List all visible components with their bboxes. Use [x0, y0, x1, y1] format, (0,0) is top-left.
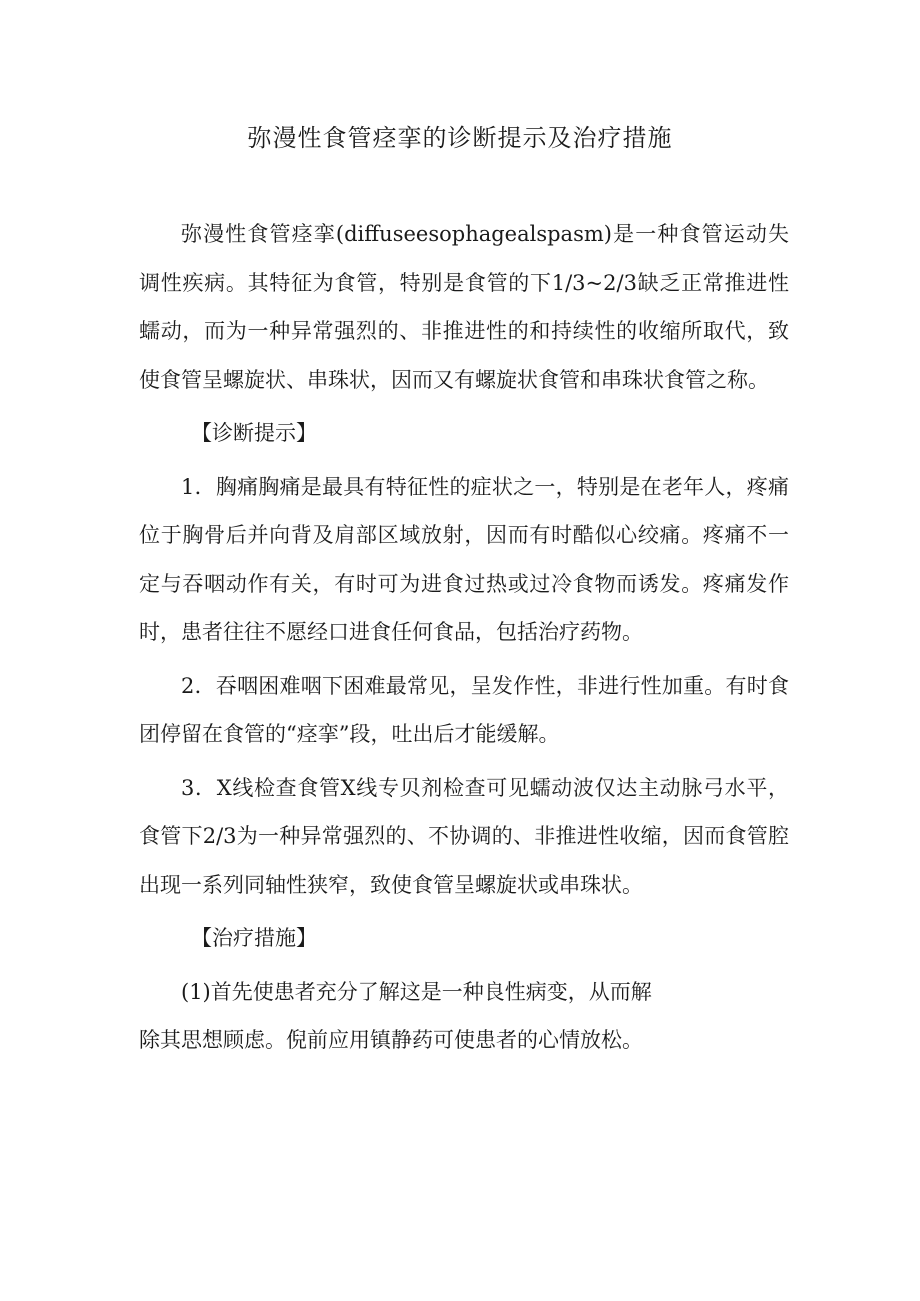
treatment-item-1-line-2: 除其思想顾虑。倪前应用镇静药可使患者的心情放松。: [139, 1028, 643, 1052]
diagnosis-item-xray: 3．X线检查食管X线专贝剂检查可见蠕动波仅达主动脉弓水平，食管下2/3为一种异常强烈的、不协调的、非推进性收缩，因而食管腔出现一系列同轴性狭窄，致使食管呈螺旋状或串珠状。: [139, 775, 789, 897]
treatment-item-1-line-1: (1)首先使患者充分了解这是一种良性病变，从而解: [181, 979, 652, 1004]
treatment-heading: 【治疗措施】: [191, 926, 317, 950]
treatment-item-1: [139, 968, 789, 1065]
diagnosis-item-chest-pain: 1．胸痛胸痛是最具有特征性的症状之一，特别是在老年人，疼痛位于胸骨后并向背及肩部区域放射，因而有时酷似心绞痛。疼痛不一定与吞咽动作有关，有时可为进食过热或过冷食物而诱发。疼痛发作时，患者往往不愿经口进食任何食品，包括治疗药物。: [139, 474, 789, 644]
intro-paragraph: 弥漫性食管痉挛(diffuseesophagealspasm)是一种食管运动失调性疾病。其特征为食管，特别是食管的下1/3~2/3缺乏正常推进性蠕动，而为一种异常强烈的、非推进性的和持续性的收缩所取代，致使食管呈螺旋状、串珠状，因而又有螺旋状食管和串珠状食管之称。: [139, 222, 789, 392]
diagnosis-item-dysphagia: 2．吞咽困难咽下困难最常见，呈发作性，非进行性加重。有时食团停留在食管的“痉挛”段，吐出后才能缓解。: [139, 673, 789, 746]
document-title: 弥漫性食管痉挛的诊断提示及治疗措施: [247, 124, 673, 152]
document-body: [139, 210, 789, 1065]
diagnosis-heading: 【诊断提示】: [191, 421, 317, 445]
